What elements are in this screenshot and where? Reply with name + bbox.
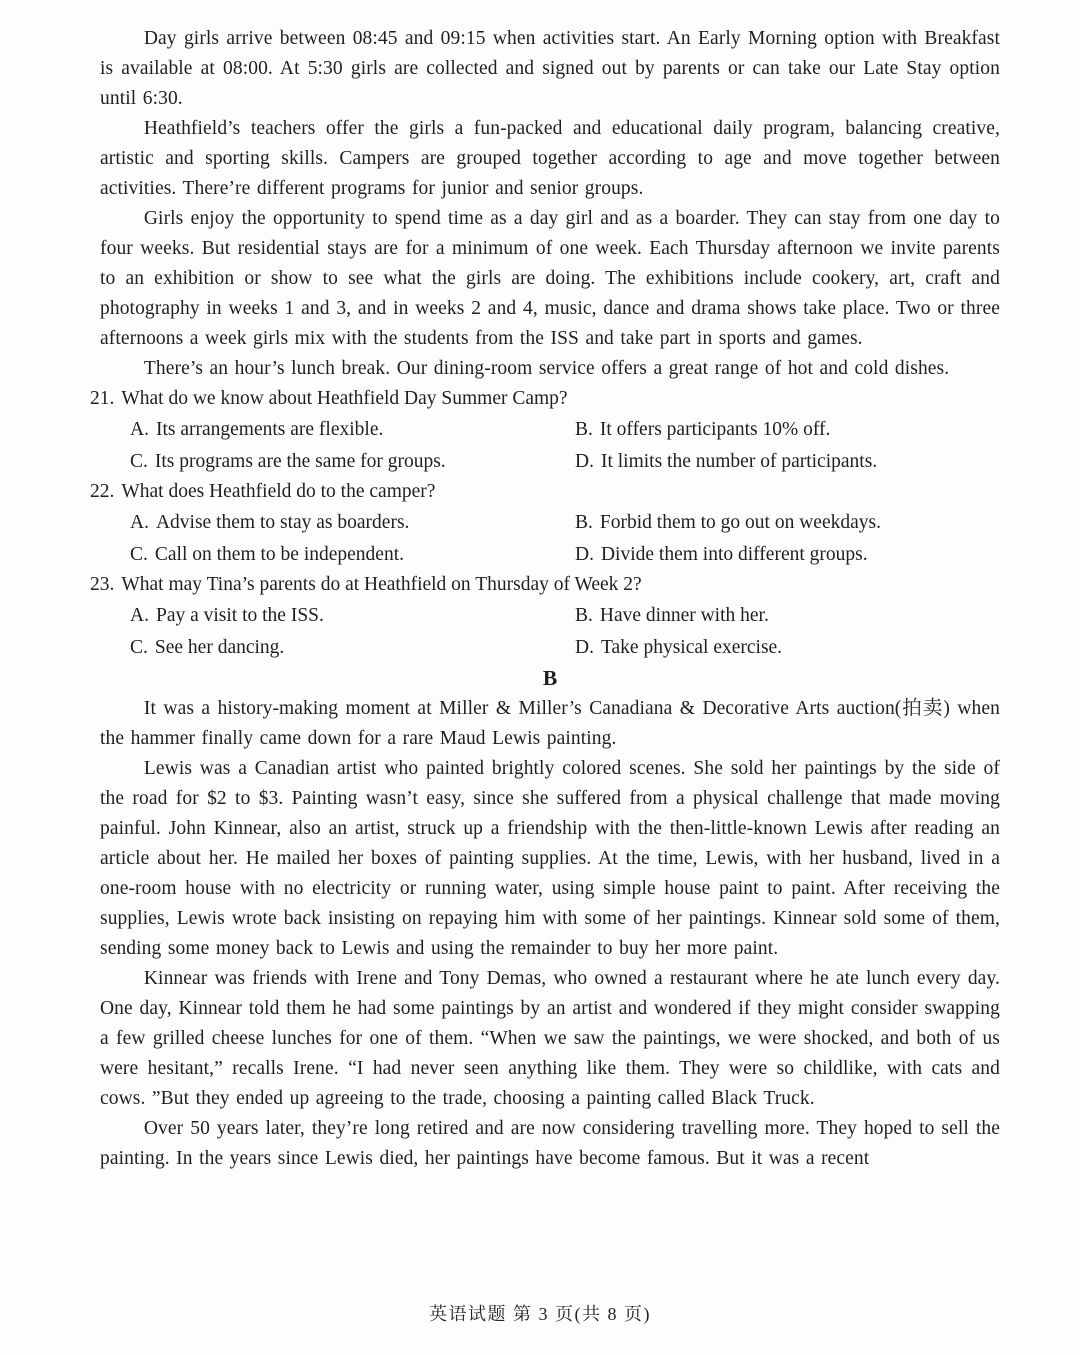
option-d-label: D. xyxy=(575,637,594,658)
option-b-label: B. xyxy=(575,605,593,626)
question-23-option-b xyxy=(575,600,1000,631)
question-21-line xyxy=(90,384,1000,414)
question-23-number: 23. xyxy=(90,574,115,595)
option-b-text: Forbid them to go out on weekdays. xyxy=(599,512,881,533)
option-a-text: Its arrangements are flexible. xyxy=(155,419,384,440)
question-22-option-b xyxy=(575,507,1000,538)
option-a-label: A. xyxy=(130,512,149,533)
question-22-option-c xyxy=(130,539,575,570)
section-b-heading: B xyxy=(542,666,558,690)
section-b-paragraph-3: Kinnear was friends with Irene and Tony Demas, who owned a restaurant where he ate lunch every day. One day, Kinnear told them he had some paintings by an artist and wondered if they might consider swapping a few grilled cheese lunches for one of them. “When we saw the paintings, we were shocked, and both of us were hesitant,” recalls Irene. “I had never seen anything like them. They were so childlike, with cats and cows. ”But they ended up agreeing to the trade, choosing a painting called Black Truck. xyxy=(100,968,1000,1109)
option-c-label: C. xyxy=(130,451,148,472)
option-d-label: D. xyxy=(575,451,594,472)
section-b-paragraph-2: Lewis was a Canadian artist who painted brightly colored scenes. She sold her paintings by the side of the road for $2 to $3. Painting wasn’t easy, since she suffered from a physical challenge that made moving painful. John Kinnear, also an artist, struck up a friendship with the then-little-known Lewis after reading an article about her. He mailed her boxes of painting supplies. At the time, Lewis, with her husband, lived in a one-room house with no electricity or running water, using simple house paint to paint. After receiving the supplies, Lewis wrote back insisting on repaying him with some of her paintings. Kinnear sold some of them, sending some money back to Lewis and using the remainder to buy her more paint. xyxy=(100,758,1000,959)
question-21-text: What do we know about Heathfield Day Summer Camp? xyxy=(121,388,568,409)
option-a-label: A. xyxy=(130,419,149,440)
page-footer xyxy=(0,1299,1080,1329)
question-21-option-c xyxy=(130,446,575,477)
question-23-options xyxy=(90,600,1000,663)
question-21-options xyxy=(90,414,1000,477)
question-23 xyxy=(90,570,1000,663)
question-22-option-d xyxy=(575,539,1000,570)
question-23-line xyxy=(90,570,1000,600)
section-b xyxy=(100,663,1000,1174)
option-d-text: It limits the number of participants. xyxy=(600,451,878,472)
option-b-text: It offers participants 10% off. xyxy=(599,419,831,440)
passage-a xyxy=(100,24,1000,384)
page-footer-text: 英语试题 第 3 页(共 8 页) xyxy=(429,1304,651,1324)
question-21-number: 21. xyxy=(90,388,115,409)
question-22-line xyxy=(90,477,1000,507)
option-a-text: Pay a visit to the ISS. xyxy=(155,605,324,626)
section-b-paragraph-4: Over 50 years later, they’re long retired and are now considering travelling more. They hoped to sell the painting. In the years since Lewis died, her paintings have become famous. But it was a recent xyxy=(100,1118,1000,1169)
option-b-label: B. xyxy=(575,419,593,440)
option-d-text: Take physical exercise. xyxy=(600,637,783,658)
questions-block xyxy=(90,384,1000,663)
option-c-label: C. xyxy=(130,637,148,658)
option-c-text: See her dancing. xyxy=(154,637,285,658)
option-d-label: D. xyxy=(575,544,594,565)
section-b-paragraph-1: It was a history-making moment at Miller & Miller’s Canadiana & Decorative Arts auction(拍卖) when the hammer finally came down for a rare Maud Lewis painting. xyxy=(100,698,1000,749)
question-23-text: What may Tina’s parents do at Heathfield on Thursday of Week 2? xyxy=(121,574,642,595)
option-a-label: A. xyxy=(130,605,149,626)
passage-a-paragraph-4: There’s an hour’s lunch break. Our dining-room service offers a great range of hot and cold dishes. xyxy=(143,358,950,379)
question-22-text: What does Heathfield do to the camper? xyxy=(121,481,436,502)
question-22-number: 22. xyxy=(90,481,115,502)
passage-a-paragraph-3: Girls enjoy the opportunity to spend time as a day girl and as a boarder. They can stay from one day to four weeks. But residential stays are for a minimum of one week. Each Thursday afternoon we invite parents to an exhibition or show to see what the girls are doing. The exhibitions include cookery, art, craft and photography in weeks 1 and 3, and in weeks 2 and 4, music, dance and drama shows take place. Two or three afternoons a week girls mix with the students from the ISS and take part in sports and games. xyxy=(100,208,1000,349)
option-b-text: Have dinner with her. xyxy=(599,605,769,626)
question-22 xyxy=(90,477,1000,570)
question-21-option-a xyxy=(130,414,575,445)
option-c-text: Its programs are the same for groups. xyxy=(154,451,446,472)
question-23-option-c xyxy=(130,632,575,663)
question-21 xyxy=(90,384,1000,477)
option-b-label: B. xyxy=(575,512,593,533)
question-22-option-a xyxy=(130,507,575,538)
question-23-option-a xyxy=(130,600,575,631)
option-c-text: Call on them to be independent. xyxy=(154,544,405,565)
passage-a-paragraph-2: Heathfield’s teachers offer the girls a fun-packed and educational daily program, balancing creative, artistic and sporting skills. Campers are grouped together according to age and move together between activities. There’re different programs for junior and senior groups. xyxy=(100,118,1000,199)
question-22-options xyxy=(90,507,1000,570)
option-a-text: Advise them to stay as boarders. xyxy=(155,512,410,533)
passage-a-paragraph-1: Day girls arrive between 08:45 and 09:15 when activities start. An Early Morning option with Breakfast is available at 08:00. At 5:30 girls are collected and signed out by parents or can take our Late Stay option until 6:30. xyxy=(100,28,1000,109)
question-21-option-b xyxy=(575,414,1000,445)
option-d-text: Divide them into different groups. xyxy=(600,544,868,565)
question-21-option-d xyxy=(575,446,1000,477)
option-c-label: C. xyxy=(130,544,148,565)
question-23-option-d xyxy=(575,632,1000,663)
